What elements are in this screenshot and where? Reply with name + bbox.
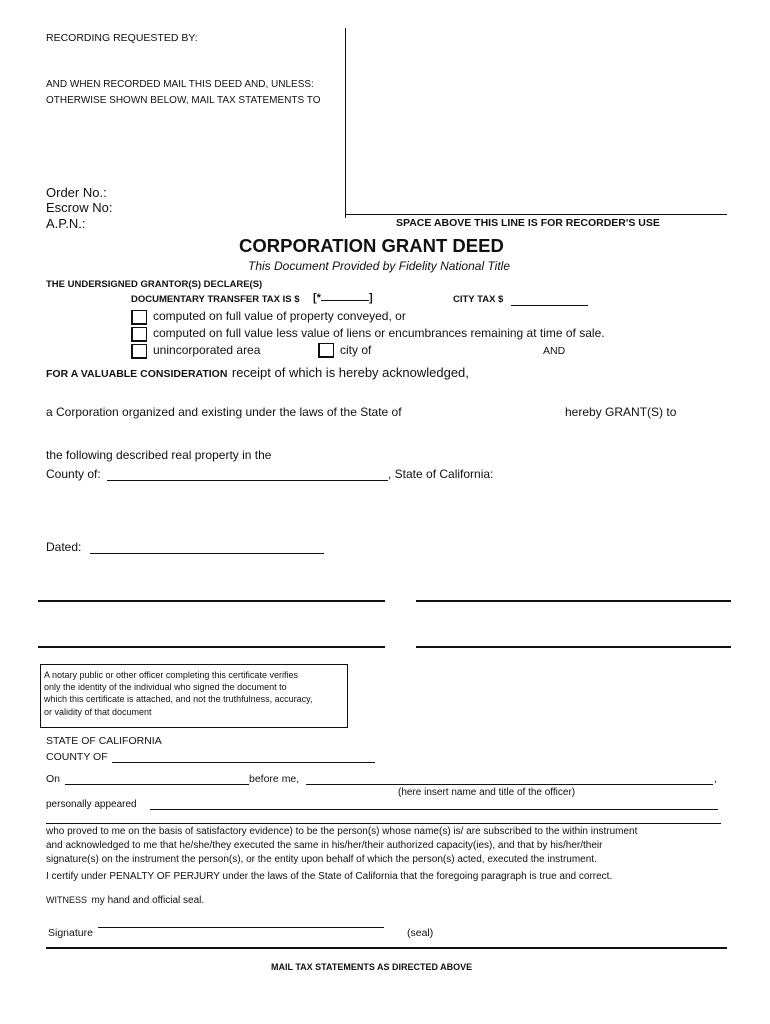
officer-comma: , (714, 773, 717, 785)
notary-signature-line[interactable] (98, 927, 384, 928)
described-property-text: the following described real property in the (46, 448, 272, 462)
recorder-space-note: SPACE ABOVE THIS LINE IS FOR RECORDER'S USE (396, 217, 660, 229)
footer-rule (46, 947, 727, 949)
proved-text-line2: and acknowledged to me that he/she/they executed the same in his/her/their authorized capacity(ies), and that by his/her/their (46, 840, 603, 851)
city-of-checkbox[interactable] (318, 343, 334, 358)
signature-line-right-2[interactable] (416, 646, 731, 648)
city-tax-blank[interactable] (511, 305, 588, 306)
transfer-tax-close: ] (368, 292, 373, 304)
before-me-label: before me, (249, 773, 300, 785)
dated-blank[interactable] (90, 553, 324, 554)
witness-label: WITNESS (46, 895, 88, 905)
on-label: On (46, 773, 61, 785)
hereby-grant-text: hereby GRANT(S) to (565, 405, 677, 419)
insert-officer-note: (here insert name and title of the officer) (398, 787, 576, 798)
notary-county-blank[interactable] (112, 762, 375, 763)
transfer-tax-label: DOCUMENTARY TRANSFER TAX IS $ (131, 294, 300, 305)
proved-text-line1: who proved to me on the basis of satisfactory evidence) to be the person(s) whose name(s) is/ are subscribed to the within instrument (46, 826, 638, 837)
signature-line-right-1[interactable] (416, 600, 731, 602)
consideration-line (46, 364, 469, 382)
officer-name-blank[interactable] (306, 784, 713, 785)
unincorporated-option: unincorporated area (153, 343, 261, 357)
disclaimer-line1: A notary public or other officer completing this certificate verifies (44, 670, 298, 680)
county-of-label: County of: (46, 467, 101, 481)
county-blank[interactable] (107, 480, 388, 481)
grantor-declares: THE UNDERSIGNED GRANTOR(S) DECLARE(S) (46, 279, 263, 290)
on-date-blank[interactable] (65, 784, 249, 785)
dated-label: Dated: (46, 540, 82, 554)
consideration-rest: receipt of which is hereby acknowledged, (231, 365, 469, 380)
order-no-label: Order No.: (46, 185, 107, 200)
certify-perjury-text: I certify under PENALTY OF PERJURY under the laws of the State of California that the foregoing paragraph is true and correct. (46, 871, 613, 882)
signature-label: Signature (48, 927, 93, 939)
transfer-tax-open: [* (313, 292, 321, 304)
and-label: AND (543, 345, 566, 357)
transfer-tax-value (313, 292, 373, 304)
header-vertical-divider (345, 28, 346, 218)
state-of-california-heading: STATE OF CALIFORNIA (46, 735, 162, 747)
state-of-california-label: , State of California: (388, 467, 494, 481)
witness-rest: my hand and official seal. (91, 895, 205, 906)
signature-line-left-2[interactable] (38, 646, 385, 648)
recording-requested-label: RECORDING REQUESTED BY: (46, 32, 198, 44)
personally-appeared-blank-2[interactable] (46, 823, 721, 824)
unincorporated-checkbox[interactable] (131, 344, 147, 359)
signature-line-left-1[interactable] (38, 600, 385, 602)
city-of-option: city of (340, 343, 372, 357)
city-tax-label: CITY TAX $ (453, 294, 504, 305)
recorder-space-line (345, 214, 727, 215)
full-value-option: computed on full value of property conveyed, or (153, 309, 406, 323)
less-liens-option: computed on full value less value of liens or encumbrances remaining at time of sale. (153, 326, 605, 340)
mail-tax-footer: MAIL TAX STATEMENTS AS DIRECTED ABOVE (271, 962, 473, 972)
disclaimer-line2: only the identity of the individual who signed the document to (44, 682, 287, 693)
consideration-bold: FOR A VALUABLE CONSIDERATION (46, 368, 228, 380)
disclaimer-line3: which this certificate is attached, and not the truthfulness, accuracy, (44, 694, 313, 705)
document-title: CORPORATION GRANT DEED (239, 235, 504, 256)
county-of-heading: COUNTY OF (46, 751, 108, 763)
notary-disclaimer-box (40, 664, 348, 728)
apn-label: A.P.N.: (46, 216, 86, 231)
document-subtitle: This Document Provided by Fidelity National Title (248, 259, 511, 273)
witness-line (46, 890, 204, 908)
seal-label: (seal) (407, 927, 434, 939)
corporation-state-text: a Corporation organized and existing under the laws of the State of (46, 405, 402, 419)
transfer-tax-blank[interactable] (321, 300, 369, 301)
mail-instructions-line1: AND WHEN RECORDED MAIL THIS DEED AND, UNLESS: (46, 79, 314, 90)
full-value-checkbox[interactable] (131, 310, 147, 325)
proved-text-line3: signature(s) on the instrument the person(s), or the entity upon behalf of which the person(s) acted, executed the instrument. (46, 854, 597, 865)
disclaimer-line4: or validity of that document (44, 706, 152, 717)
personally-appeared-label: personally appeared (46, 799, 137, 810)
mail-instructions-line2: OTHERWISE SHOWN BELOW, MAIL TAX STATEMENTS TO (46, 95, 321, 106)
escrow-no-label: Escrow No: (46, 200, 113, 215)
less-liens-checkbox[interactable] (131, 327, 147, 342)
personally-appeared-blank[interactable] (150, 809, 718, 810)
